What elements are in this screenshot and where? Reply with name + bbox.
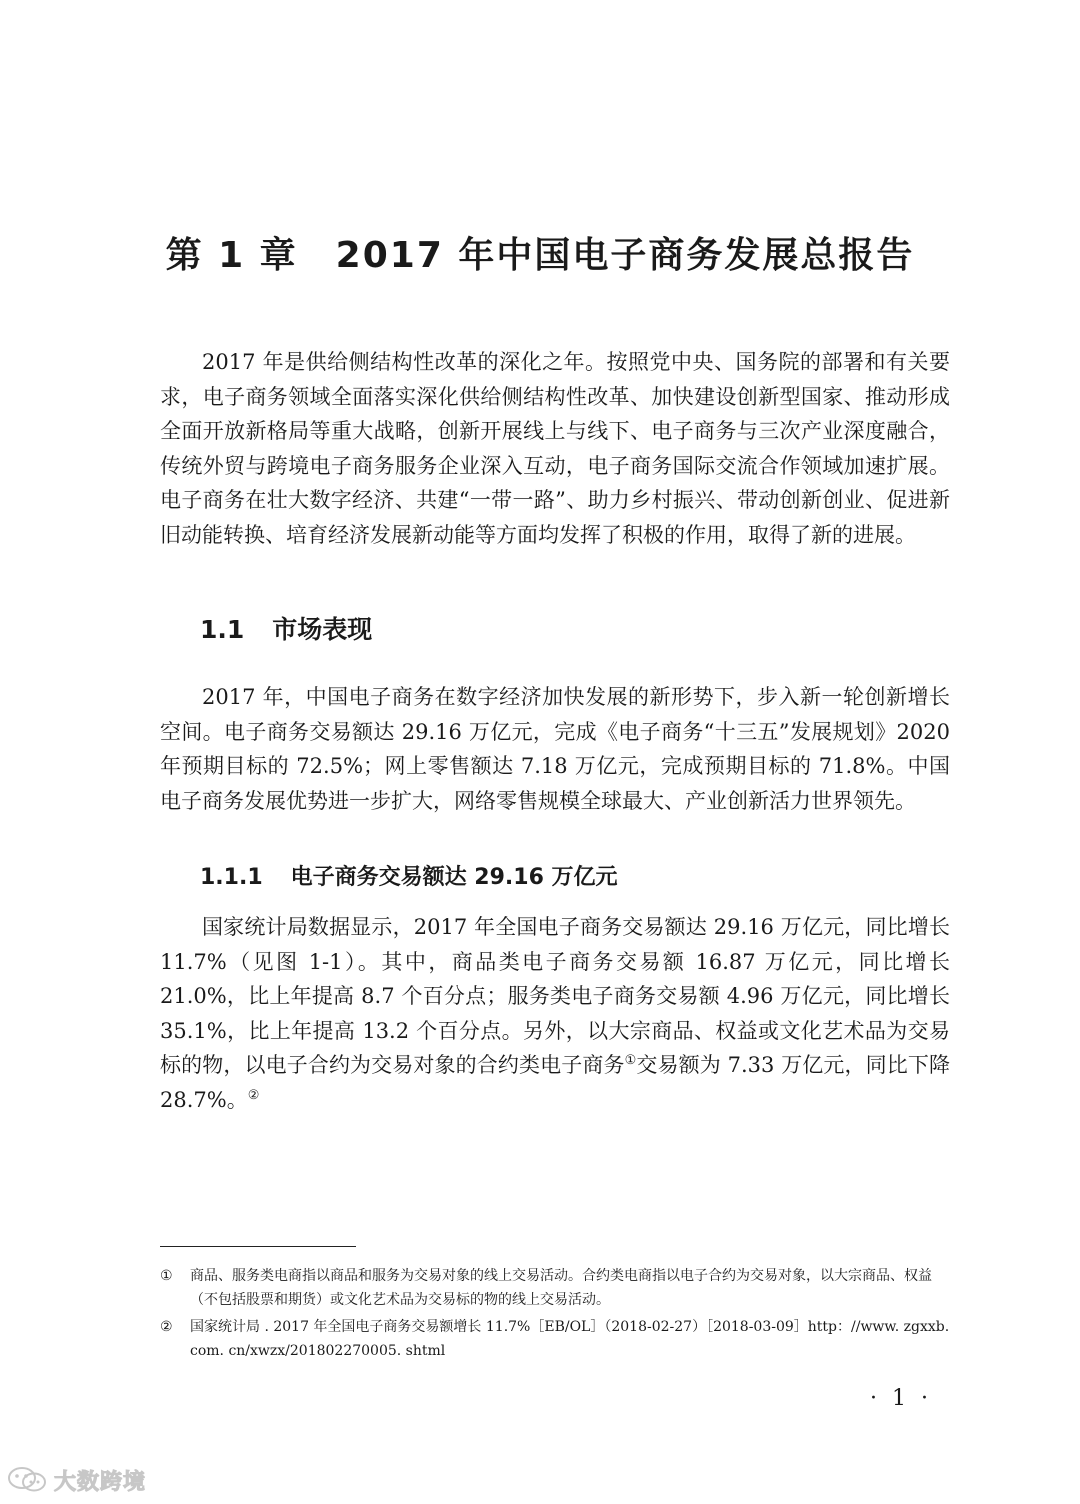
chapter-title: 第 1 章 2017 年中国电子商务发展总报告: [165, 235, 915, 276]
footnote-mark: ②: [160, 1319, 173, 1335]
footnote-ref-2[interactable]: ②: [247, 1087, 260, 1103]
section-number: 1.1: [200, 615, 245, 644]
market-paragraph: 2017 年，中国电子商务在数字经济加快发展的新形势下，步入新一轮创新增长空间。电子商务交易额达 29.16 万亿元，完成《电子商务“十三五”发展规划》2020 年预期目标的 72.5%；网上零售额达 7.18 万亿元，完成预期目标的 71.8%。中国电子商务发展优势进一步扩大，网络零售规模全球最大、产业创新活力世界领先。: [160, 685, 950, 813]
section-heading-1-1: [200, 612, 372, 648]
footnote-mark: ①: [160, 1268, 173, 1284]
footnote-item: [160, 1315, 950, 1363]
footnote-item: [160, 1264, 950, 1312]
transaction-volume-paragraph: [160, 910, 950, 1117]
footnote-text: 商品、服务类电商指以商品和服务为交易对象的线上交易活动。合约类电商指以电子合约为交易对象，以大宗商品、权益（不包括股票和期货）或文化艺术品为交易标的物的线上交易活动。: [190, 1268, 932, 1308]
footnote-divider: [160, 1246, 356, 1247]
section-heading-1-1-1: [200, 860, 618, 896]
section-title: 市场表现: [272, 615, 373, 644]
footnote-ref-1[interactable]: ①: [624, 1053, 637, 1068]
wechat-style-logo-icon: [6, 1464, 50, 1496]
watermark: [6, 1462, 146, 1498]
page-number: · 1 ·: [870, 1386, 932, 1411]
paragraph-text-part-1: 国家统计局数据显示，2017 年全国电子商务交易额达 29.16 万亿元，同比增长 11.7%（见图 1-1）。其中，商品类电子商务交易额 16.87 万亿元，同比增长 21.0%，比上年提高 8.7 个百分点；服务类电子商务交易额 4.96 万亿元，同比增长 35.1%，比上年提高 13.2 个百分点。另外，以大宗商品、权益或文化艺术品为交易标的物，以电子合约为交易对象的合约类电子商务: [160, 915, 950, 1077]
footnote-text: 国家统计局 . 2017 年全国电子商务交易额增长 11.7%［EB/OL］（2018-02-27）［2018-03-09］http：//www. zgxxb. com. cn/xwzx/201802270005. shtml: [190, 1319, 950, 1359]
footnotes-list: [160, 1264, 950, 1366]
watermark-text: 大数跨境: [54, 1469, 147, 1495]
paragraph-text-part-2: 交易额为 7.33 万亿元，同比下降 28.7%。: [160, 1053, 951, 1112]
intro-paragraph: 2017 年是供给侧结构性改革的深化之年。按照党中央、国务院的部署和有关要求，电子商务领域全面落实深化供给侧结构性改革、加快建设创新型国家、推动形成全面开放新格局等重大战略，创新开展线上与线下、电子商务与三次产业深度融合，传统外贸与跨境电子商务服务企业深入互动，电子商务国际交流合作领域加速扩展。电子商务在壮大数字经济、共建“一带一路”、助力乡村振兴、带动创新创业、促进新旧动能转换、培育经济发展新动能等方面均发挥了积极的作用，取得了新的进展。: [160, 350, 950, 547]
subsection-number: 1.1.1: [200, 865, 263, 890]
subsection-title: 电子商务交易额达 29.16 万亿元: [290, 865, 618, 890]
